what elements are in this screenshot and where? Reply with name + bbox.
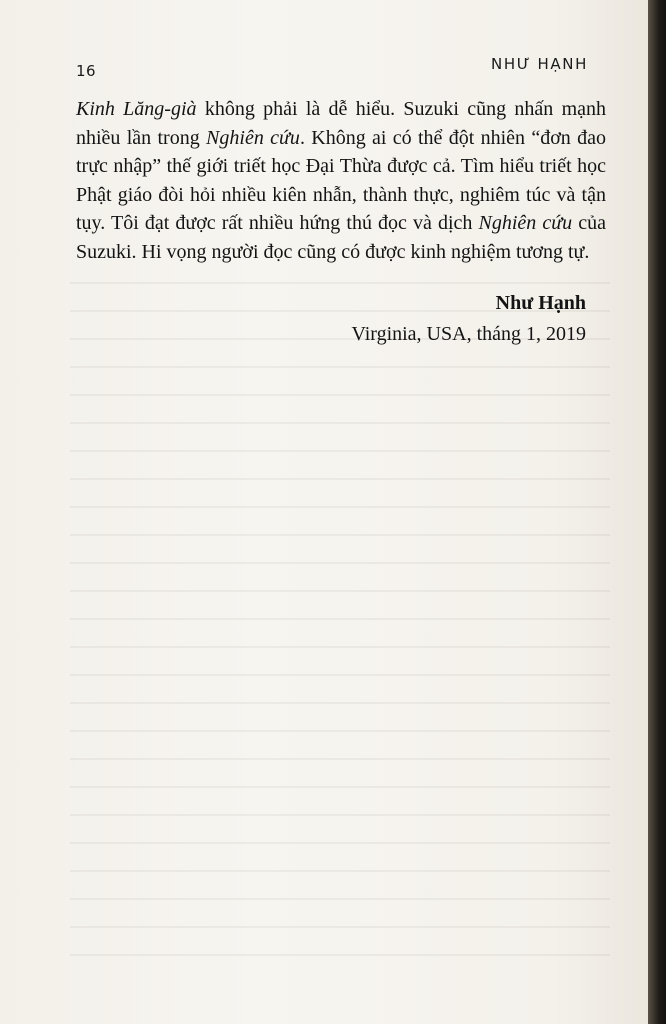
page-number: 16 bbox=[76, 62, 97, 80]
body-paragraph bbox=[76, 95, 606, 267]
page-edge bbox=[648, 0, 666, 1024]
text-segment: của Suzuki. Hi vọng người đọc cũng có được kinh nghiệm tương tự. bbox=[76, 212, 606, 263]
text-segment: . Không ai có thể đột nhiên “đơn đao trực nhập” thế giới triết học Đại Thừa được cả. Tìm hiểu triết học Phật giáo đòi hỏi nhiều kiên nhẫn, thành thực, nghiêm túc và tận tụy. Tôi đạt được rất nhiều hứng thú đọc và dịch bbox=[76, 126, 606, 235]
running-title: NHƯ HẠNH bbox=[491, 55, 588, 73]
text-segment: Kinh Lăng-già bbox=[76, 98, 197, 120]
show-through-text bbox=[70, 270, 610, 960]
text-segment: Nghiên cứu bbox=[206, 126, 300, 149]
text-segment: không phải là dễ hiểu. Suzuki cũng nhấn mạnh nhiều lần trong bbox=[76, 98, 606, 149]
author-signature: Như Hạnh bbox=[495, 292, 586, 314]
text-segment: Nghiên cứu bbox=[478, 212, 573, 235]
place-date: Virginia, USA, tháng 1, 2019 bbox=[351, 323, 586, 345]
